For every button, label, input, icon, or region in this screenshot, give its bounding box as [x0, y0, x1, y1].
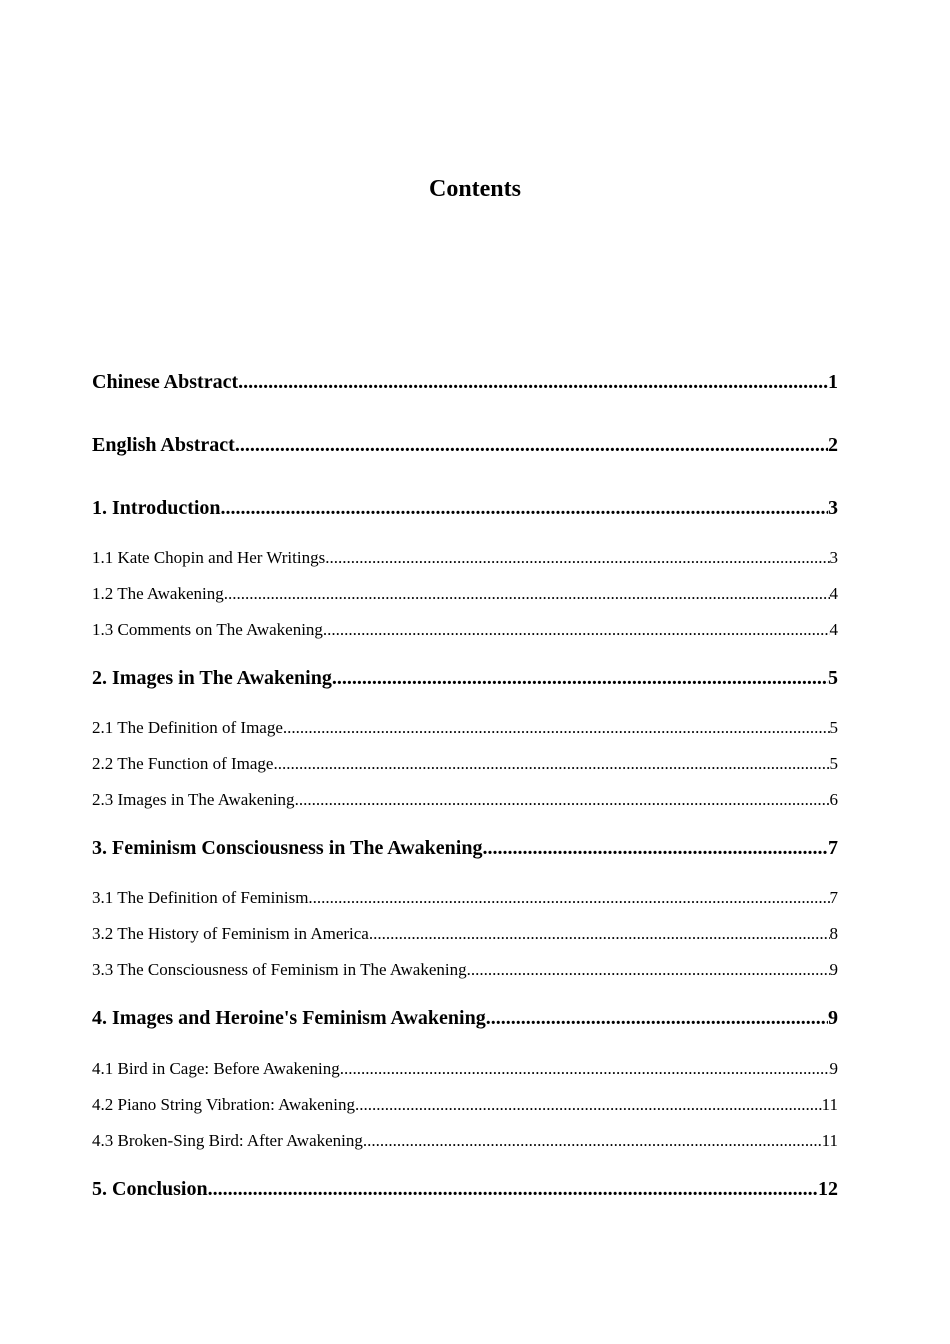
toc-page-number: 4 — [829, 620, 838, 639]
page-title: Contents — [428, 176, 521, 202]
toc-dot-leader — [363, 1130, 822, 1152]
toc-subsection-entry[interactable] — [92, 923, 838, 945]
toc-section-entry[interactable] — [92, 495, 838, 521]
toc-page-number: 11 — [821, 1131, 838, 1150]
toc-entry-label: 3.3 The Consciousness of Feminism in The Awakening — [92, 960, 467, 979]
toc-dot-leader — [283, 717, 830, 739]
toc-entry-label: 1.2 The Awakening — [92, 584, 224, 603]
toc-entry-label: 2.3 Images in The Awakening — [92, 790, 295, 809]
toc-section-entry[interactable] — [92, 369, 838, 395]
toc-page-number: 3 — [829, 548, 838, 567]
toc-dot-leader — [467, 959, 830, 981]
toc-dot-leader — [332, 665, 828, 691]
toc-entry-label: 5. Conclusion — [92, 1178, 208, 1200]
toc-page-number: 2 — [828, 434, 838, 456]
toc-page-number: 9 — [828, 1007, 838, 1029]
toc-entry-label: 3. Feminism Consciousness in The Awakening — [92, 837, 483, 859]
toc-entry-label: 1. Introduction — [92, 497, 221, 519]
toc-entry-label: 2.1 The Definition of Image — [92, 718, 283, 737]
toc-subsection-entry[interactable] — [92, 959, 838, 981]
toc-subsection-entry[interactable] — [92, 789, 838, 811]
toc-dot-leader — [238, 369, 828, 395]
toc-entry-label: English Abstract — [92, 434, 235, 456]
toc-dot-leader — [235, 432, 828, 458]
toc-page-number: 9 — [829, 1059, 838, 1078]
toc-entry-label: 2.2 The Function of Image — [92, 754, 274, 773]
toc-section-entry[interactable] — [92, 1176, 838, 1202]
toc-subsection-entry[interactable] — [92, 1130, 838, 1152]
toc-entry-label: 4.1 Bird in Cage: Before Awakening — [92, 1059, 340, 1078]
toc-page-number: 7 — [829, 888, 838, 907]
toc-subsection-entry[interactable] — [92, 1094, 838, 1116]
toc-subsection-entry[interactable] — [92, 753, 838, 775]
toc-section-entry[interactable] — [92, 835, 838, 861]
toc-dot-leader — [323, 619, 830, 641]
toc-dot-leader — [221, 495, 828, 521]
toc-dot-leader — [295, 789, 830, 811]
toc-entry-label: Chinese Abstract — [92, 371, 239, 393]
toc-subsection-entry[interactable] — [92, 583, 838, 605]
toc-subsection-entry[interactable] — [92, 619, 838, 641]
toc-dot-leader — [208, 1176, 818, 1202]
toc-dot-leader — [325, 547, 829, 569]
toc-dot-leader — [486, 1005, 828, 1031]
toc-dot-leader — [273, 753, 829, 775]
toc-page-number: 5 — [828, 667, 838, 689]
toc-dot-leader — [224, 583, 830, 605]
toc-entry-label: 2. Images in The Awakening — [92, 667, 332, 689]
toc-page-number: 3 — [828, 497, 838, 519]
toc-page-number: 5 — [829, 718, 838, 737]
toc-entry-label: 4. Images and Heroine's Feminism Awakening — [92, 1007, 486, 1029]
toc-entry-label: 3.1 The Definition of Feminism — [92, 888, 309, 907]
toc-section-entry[interactable] — [92, 665, 838, 691]
toc-page-number: 12 — [818, 1178, 838, 1200]
toc-subsection-entry[interactable] — [92, 887, 838, 909]
toc-entry-label: 4.2 Piano String Vibration: Awakening — [92, 1095, 355, 1114]
toc-page-number: 9 — [829, 960, 838, 979]
toc-subsection-entry[interactable] — [92, 547, 838, 569]
toc-entry-label: 4.3 Broken-Sing Bird: After Awakening — [92, 1131, 363, 1150]
toc-page-number: 4 — [829, 584, 838, 603]
toc-subsection-entry[interactable] — [92, 1058, 838, 1080]
toc-page-number: 1 — [828, 371, 838, 393]
toc-section-entry[interactable] — [92, 432, 838, 458]
toc-page-number: 11 — [821, 1095, 838, 1114]
toc-entry-label: 1.1 Kate Chopin and Her Writings — [92, 548, 326, 567]
toc-dot-leader — [308, 887, 829, 909]
toc-entry-label: 3.2 The History of Feminism in America — [92, 924, 369, 943]
toc-dot-leader — [340, 1058, 830, 1080]
toc-entry-label: 1.3 Comments on The Awakening — [92, 620, 323, 639]
toc-dot-leader — [355, 1094, 822, 1116]
toc-section-entry[interactable] — [92, 1005, 838, 1031]
toc-page-number: 8 — [829, 924, 838, 943]
toc-dot-leader — [369, 923, 830, 945]
toc-page-number: 5 — [829, 754, 838, 773]
toc-page-number: 7 — [828, 837, 838, 859]
toc-subsection-entry[interactable] — [92, 717, 838, 739]
toc-page-number: 6 — [829, 790, 838, 809]
toc-dot-leader — [482, 835, 828, 861]
